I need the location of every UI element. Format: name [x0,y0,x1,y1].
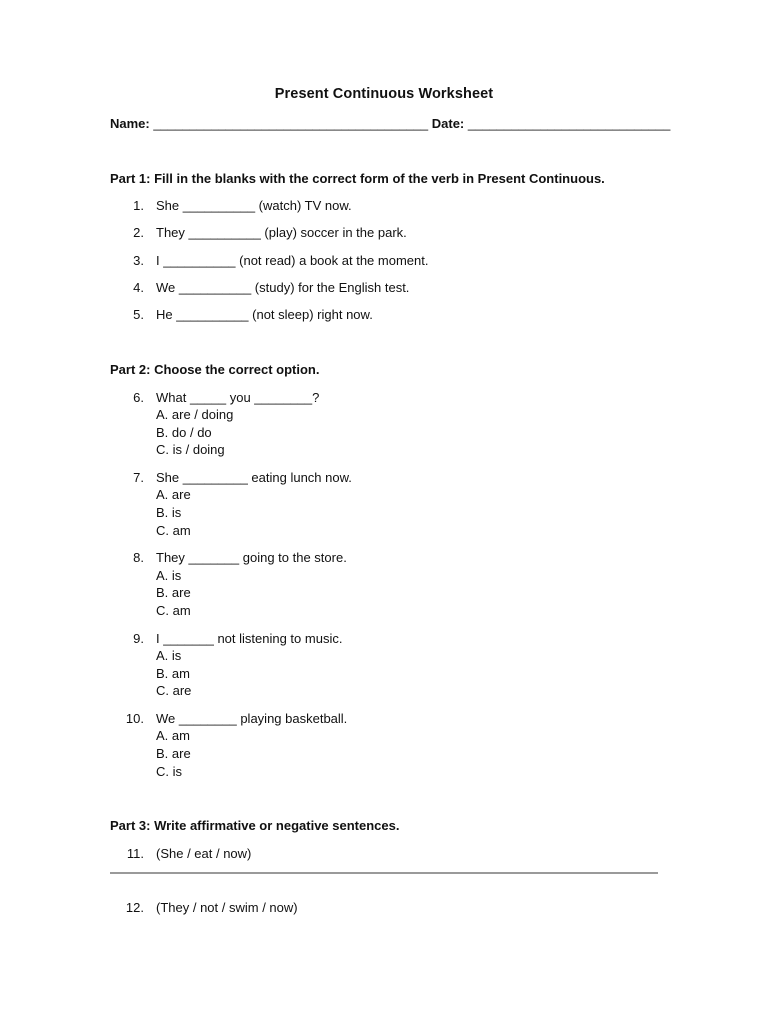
item-text: She __________ (watch) TV now. [156,198,352,213]
item-text: We __________ (study) for the English test. [156,280,410,295]
option-a: A. are / doing [156,407,234,422]
option-c: C. is / doing [156,442,225,457]
question-number: 8. [133,550,144,565]
part1-heading: Part 1: Fill in the blanks with the correct form of the verb in Present Continuous. [110,171,605,186]
question-number: 9. [133,631,144,646]
option-c: C. is [156,764,182,779]
part3-heading: Part 3: Write affirmative or negative sentences. [110,818,400,833]
item-text: They __________ (play) soccer in the park. [156,225,407,240]
option-a: A. is [156,568,182,583]
worksheet-title: Present Continuous Worksheet [274,86,494,102]
item-text: (They / not / swim / now) [156,900,298,915]
option-b: B. are [156,585,191,600]
question-text: They _______ going to the store. [156,550,347,565]
question-number: 7. [133,470,144,485]
option-c: C. am [156,523,191,538]
item-number: 1. [133,198,144,213]
name-label: Name: [110,116,150,131]
item-number: 3. [133,253,144,268]
question-number: 6. [133,390,144,405]
option-b: B. am [156,666,190,681]
question-text: I _______ not listening to music. [156,631,343,646]
option-b: B. is [156,505,182,520]
option-b: B. are [156,746,191,761]
item-text: He __________ (not sleep) right now. [156,307,373,322]
question-number: 10. [125,711,144,726]
question-text: What _____ you ________? [156,390,320,405]
option-b: B. do / do [156,425,212,440]
option-a: A. is [156,648,182,663]
answer-line [110,872,658,874]
item-text: I __________ (not read) a book at the moment. [156,253,429,268]
item-number: 12. [125,900,144,915]
part2-heading: Part 2: Choose the correct option. [110,362,320,377]
option-c: C. are [156,683,192,698]
option-c: C. am [156,603,191,618]
date-blank: ____________________________ [467,116,671,131]
name-blank: ______________________________________ [153,116,429,131]
item-number: 4. [133,280,144,295]
item-number: 5. [133,307,144,322]
option-a: A. are [156,487,191,502]
name-date-line [110,116,670,131]
date-label: Date: [431,116,465,131]
question-text: She _________ eating lunch now. [156,470,352,485]
item-text: (She / eat / now) [156,846,252,861]
item-number: 11. [126,846,144,861]
item-number: 2. [133,225,144,240]
option-a: A. am [156,728,190,743]
question-text: We ________ playing basketball. [156,711,348,726]
